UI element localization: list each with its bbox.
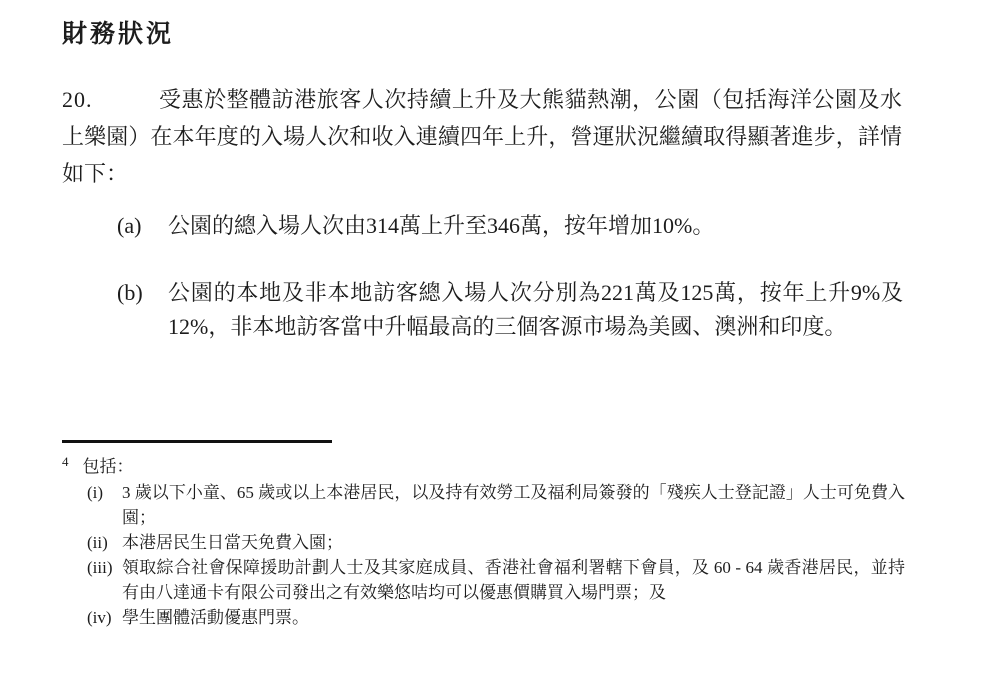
- footnote-item-iv-text: 學生團體活動優惠門票。: [122, 608, 309, 627]
- paragraph-number: 20.: [62, 87, 93, 112]
- footnote-intro-row: [62, 449, 905, 479]
- footnote-item-iv: [87, 605, 905, 630]
- footnote-number: 4: [62, 454, 69, 469]
- footnote-item-iii-text: 領取綜合社會保障援助計劃人士及其家庭成員、香港社會福利署轄下會員，及 60 - 64 歲香港居民，並持有由八達通卡有限公司發出之有效樂悠咭均可以優惠價購買入場門票；及: [122, 558, 905, 602]
- footnote-item-ii: [87, 530, 905, 555]
- section-heading: 財務狀況: [62, 21, 175, 48]
- list-item-a: [117, 209, 903, 243]
- list-item-a-marker: (a): [117, 213, 142, 238]
- footnote-item-i: [87, 480, 905, 530]
- list-item-b: [117, 276, 903, 344]
- footnote-item-ii-marker: (ii): [87, 533, 108, 552]
- footnote-item-i-text: 3 歲以下小童、65 歲或以上本港居民，以及持有效勞工及福利局簽發的「殘疾人士登記證」人士可免費入園；: [122, 483, 905, 527]
- list-item-a-text: 公園的總入場人次由314萬上升至346萬，按年增加10%。: [168, 213, 715, 238]
- footnote-intro-label: 包括：: [82, 457, 134, 476]
- footnote-item-iv-marker: (iv): [87, 608, 112, 627]
- list-item-b-marker: (b): [117, 280, 143, 305]
- footnote-item-iii-marker: (iii): [87, 558, 113, 577]
- paragraph-text: 受惠於整體訪港旅客人次持續上升及大熊貓熱潮，公園（包括海洋公園及水上樂園）在本年度的入場人次和收入連續四年上升，營運狀況繼續取得顯著進步，詳情如下：: [62, 87, 902, 186]
- paragraph-20: [62, 81, 902, 192]
- footnote-item-ii-text: 本港居民生日當天免費入園；: [122, 533, 343, 552]
- list-item-b-text: 公園的本地及非本地訪客總入場人次分別為221萬及125萬，按年上升9%及12%，非本地訪客當中升幅最高的三個客源市場為美國、澳洲和印度。: [168, 280, 903, 339]
- footnote-item-i-marker: (i): [87, 483, 104, 502]
- footnote-item-iii: [87, 555, 905, 605]
- footnote-block: [62, 449, 905, 630]
- footnote-divider: [62, 440, 332, 443]
